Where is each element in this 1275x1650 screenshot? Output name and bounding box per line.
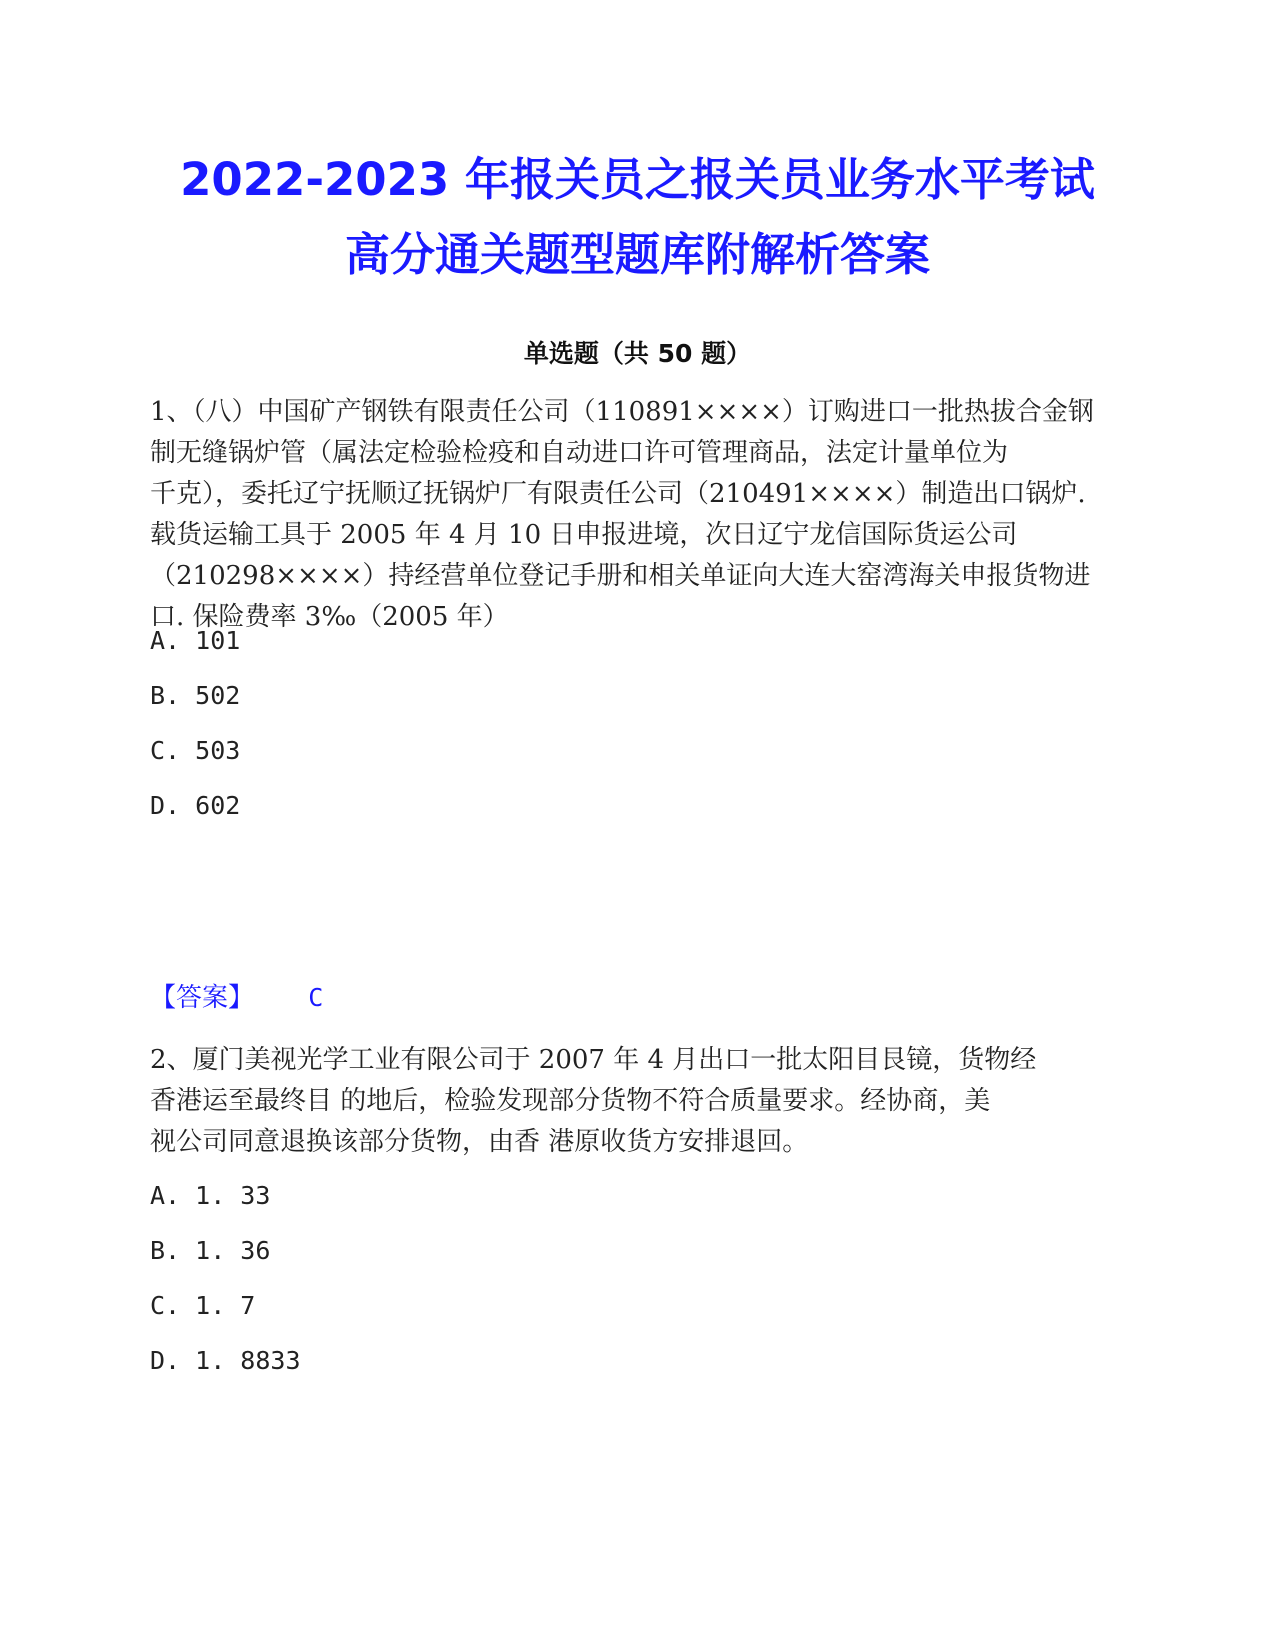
question-1-line: 制无缝锅炉管（属法定检验检疫和自动进口许可管理商品，法定计量单位为 — [150, 438, 1009, 468]
question-2-line: 视公司同意退换该部分货物，由香 港原收货方安排退回。 — [150, 1127, 809, 1157]
question-1-option-c: C. 503 — [150, 736, 241, 765]
answer-value: C — [308, 983, 324, 1012]
document-title-line-2: 高分通关题型题库附解析答案 — [344, 228, 930, 281]
question-2-option-d: D. 1. 8833 — [150, 1346, 301, 1375]
question-1-option-b: B. 502 — [150, 681, 241, 710]
section-heading: 单选题（共 50 题） — [523, 339, 752, 368]
question-1-text — [150, 392, 1110, 638]
question-1-option-d: D. 602 — [150, 791, 241, 820]
question-2-text — [150, 1040, 1110, 1163]
question-1-line: 1、（八）中国矿产钢铁有限责任公司（110891××××）订购进口一批热拔合金钢 — [150, 397, 1094, 427]
question-1-option-a: A. 101 — [150, 626, 241, 655]
question-2-option-b: B. 1. 36 — [150, 1236, 271, 1265]
question-2-option-c: C. 1. 7 — [150, 1291, 256, 1320]
question-2-line: 2、厦门美视光学工业有限公司于 2007 年 4 月出口一批太阳目艮镜，货物经 — [150, 1045, 1037, 1075]
question-1-line: 口. 保险费率 3‰（2005 年） — [150, 602, 509, 632]
question-2-line: 香港运至最终目 的地后，检验发现部分货物不符合质量要求。经协商，美 — [150, 1086, 991, 1116]
question-1-answer — [150, 978, 323, 1018]
document-title-line-1: 2022-2023 年报关员之报关员业务水平考试 — [180, 153, 1095, 206]
question-1-line: （210298××××）持经营单位登记手册和相关单证向大连大窑湾海关申报货物进 — [150, 561, 1091, 591]
answer-label: 【答案】 — [150, 983, 255, 1013]
question-1-line: 千克），委托辽宁抚顺辽抚锅炉厂有限责任公司（210491××××）制造出口锅炉. — [150, 479, 1086, 509]
question-2-option-a: A. 1. 33 — [150, 1181, 271, 1210]
question-1-line: 载货运输工具于 2005 年 4 月 10 日申报进境，次日辽宁龙信国际货运公司 — [150, 520, 1018, 550]
